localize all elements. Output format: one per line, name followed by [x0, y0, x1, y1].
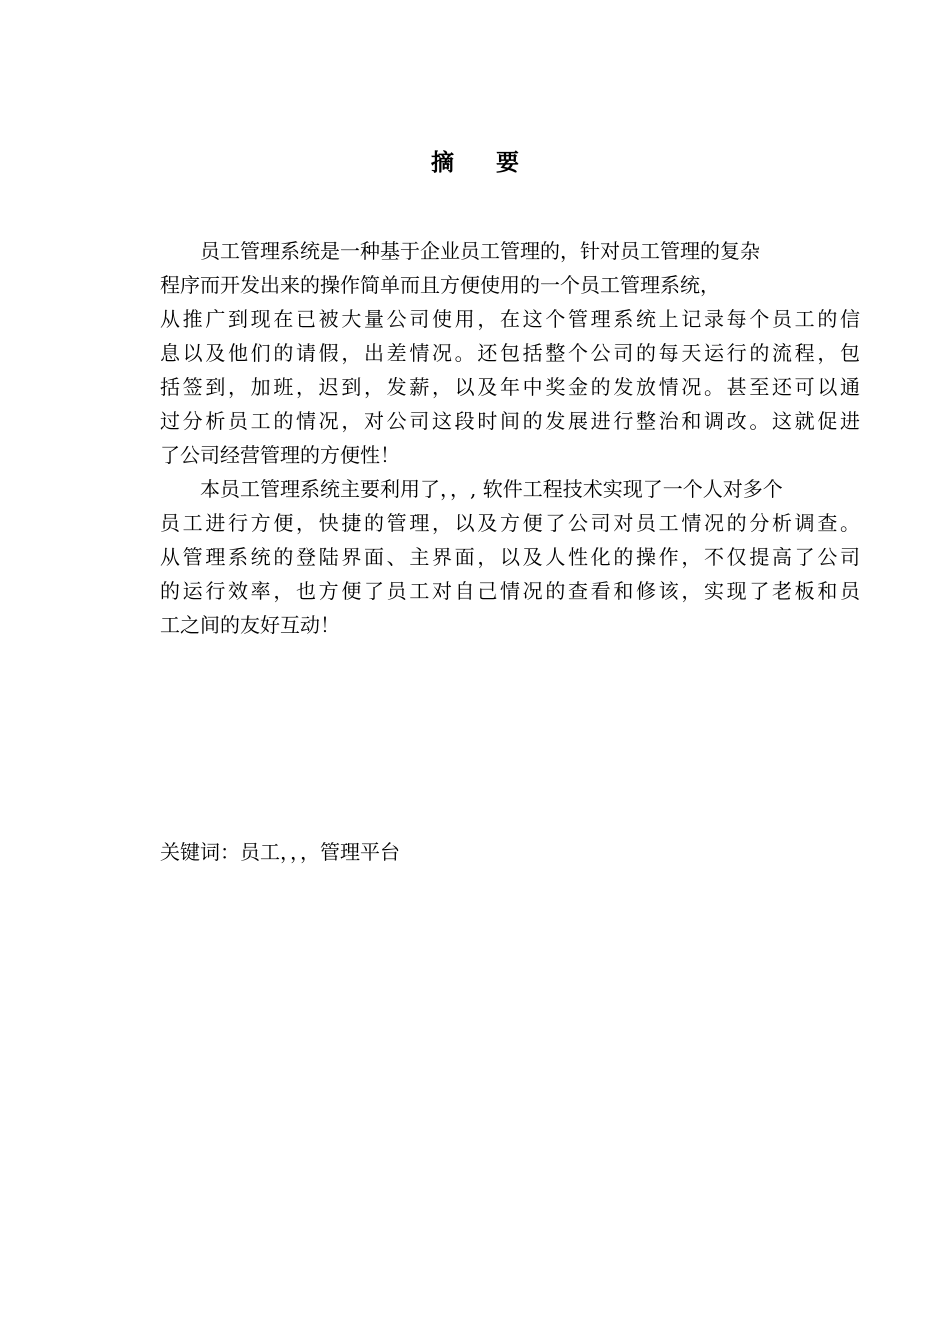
abstract-title-char-2: 要	[496, 149, 519, 176]
keywords-line: 关键词：员工，，，管理平台	[160, 840, 400, 864]
paragraph-2-line-1: 本员工管理系统主要利用了，，, 软件工程技术实现了一个人对多个	[200, 477, 783, 501]
paragraph-2-line-4: 的运行效率，也方便了员工对自己情况的查看和修该，实现了老板和员	[160, 579, 860, 603]
paragraph-1-line-5: 括签到，加班，迟到，发薪，以及年中奖金的发放情况。甚至还可以通	[160, 375, 860, 399]
abstract-paragraph-2	[160, 472, 860, 642]
paragraph-1-line-1: 员工管理系统是一种基于企业员工管理的，针对员工管理的复杂	[200, 239, 760, 263]
abstract-title-char-1: 摘	[431, 149, 454, 176]
paragraph-2-line-3: 从管理系统的登陆界面、主界面，以及人性化的操作，不仅提高了公司	[160, 545, 860, 569]
paragraph-2-line-2: 员工进行方便，快捷的管理，以及方便了公司对员工情况的分析调查。	[160, 511, 860, 535]
abstract-paragraph-1	[160, 234, 860, 472]
paragraph-1-line-3: 从推广到现在已被大量公司使用，在这个管理系统上记录每个员工的信	[160, 307, 860, 331]
paragraph-1-line-4: 息以及他们的请假，出差情况。还包括整个公司的每天运行的流程，包	[160, 341, 860, 365]
paragraph-2-line-5: 工之间的友好互动！	[160, 613, 340, 637]
paragraph-1-line-6: 过分析员工的情况，对公司这段时间的发展进行整治和调改。这就促进	[160, 409, 860, 433]
abstract-title	[0, 146, 950, 180]
paragraph-1-line-2: 程序而开发出来的操作简单而且方便使用的一个员工管理系统，	[160, 273, 720, 297]
abstract-body	[160, 234, 860, 642]
paragraph-1-line-7: 了公司经营管理的方便性！	[160, 443, 400, 467]
